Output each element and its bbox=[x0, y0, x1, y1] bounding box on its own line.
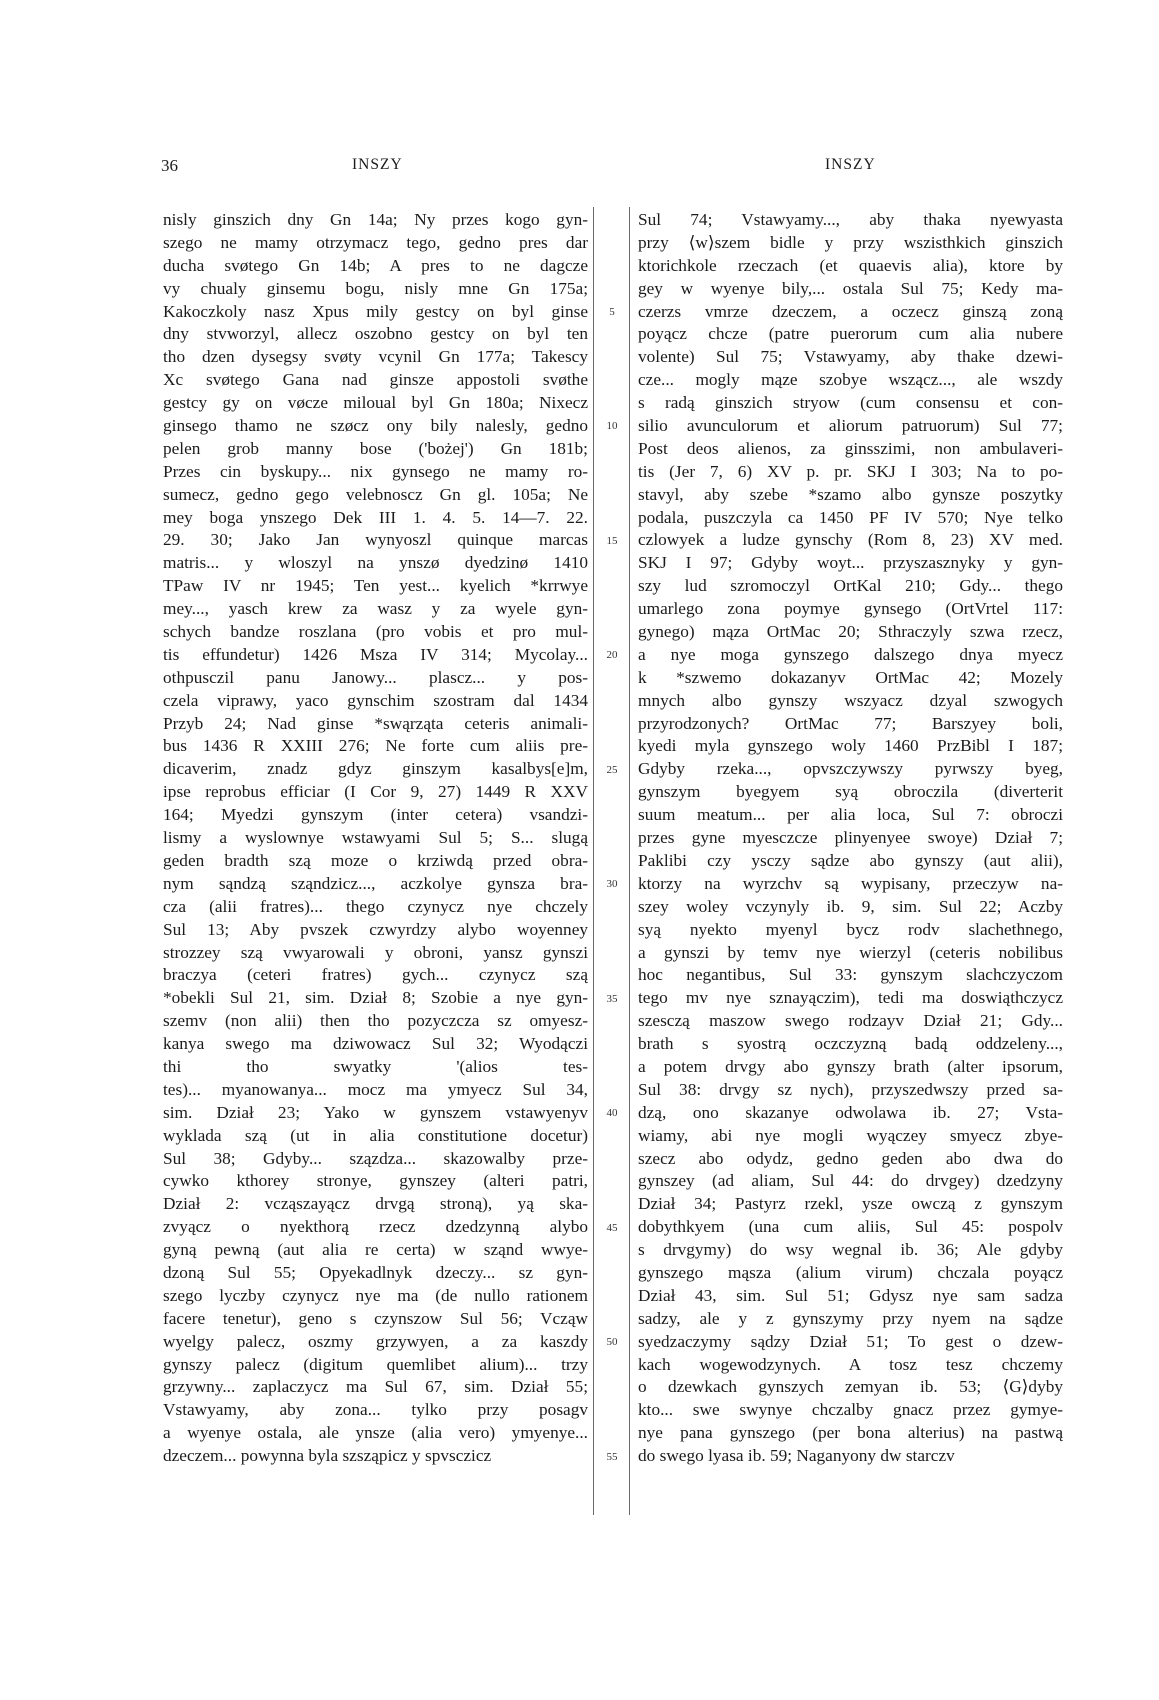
text-line: Sul 13; Aby pvszek czwyrdzy alybo woyenney bbox=[163, 919, 588, 939]
text-line: *obekli Sul 21, sim. Dział 8; Szobie a nye gyn- bbox=[163, 988, 588, 1008]
text-line: nym sąndzą sząndzicz..., aczkolye gynsza bra- bbox=[163, 873, 588, 893]
text-line: cza (alii fratres)... thego czynycz nye chczely bbox=[163, 896, 588, 916]
page-number: 36 bbox=[161, 156, 178, 175]
text-line: k *szwemo dokazanyv OrtMac 42; Mozely bbox=[638, 667, 1063, 687]
text-line: Kakoczkoly nasz Xpus mily gestcy on byl ginse bbox=[163, 301, 588, 321]
text-line: volente) Sul 75; Vstawyamy, aby thake dzewi- bbox=[638, 347, 1063, 367]
text-line: thi tho swyatky '(alios tes- bbox=[163, 1056, 588, 1076]
left-text-column bbox=[163, 209, 588, 1468]
text-line: dicaverim, znadz gdyz ginszym kasalbys[e]m, bbox=[163, 759, 588, 779]
text-line: wyklada szą (ut in alia constitutione docetur) bbox=[163, 1125, 588, 1145]
line-number: 30 bbox=[606, 878, 618, 891]
line-number: 5 bbox=[609, 305, 615, 318]
text-line: pelen grob manny bose ('bożej') Gn 181b; bbox=[163, 438, 588, 458]
text-line: kach wogewodzynych. A tosz tesz chczemy bbox=[638, 1354, 1063, 1374]
text-line: 29. 30; Jako Jan wynyoszl quinque marcas bbox=[163, 530, 588, 550]
text-line: bus 1436 R XXIII 276; Ne forte cum aliis pre- bbox=[163, 736, 588, 756]
text-line: szy lud szromoczyl OrtKal 210; Gdy... thego bbox=[638, 576, 1063, 596]
page-header bbox=[0, 156, 1159, 180]
text-line: sumecz, gedno gego velebnoscz Gn gl. 105a; Ne bbox=[163, 484, 588, 504]
text-line: do swego lyasa ib. 59; Naganyony dw starczv bbox=[638, 1446, 955, 1466]
text-line: geden bradth szą moze o krziwdą przed obra- bbox=[163, 850, 588, 870]
text-line: s drvgymy) do wsy wegnal ib. 36; Ale gdyby bbox=[638, 1240, 1063, 1260]
text-line: gynszego mąsza (alium virum) chczala poyącz bbox=[638, 1262, 1063, 1282]
text-line: tis (Jer 7, 6) XV p. pr. SKJ I 303; Na to po- bbox=[638, 461, 1063, 481]
text-line: gynszym byegyem syą obroczila (diverterit bbox=[638, 782, 1063, 802]
line-number: 15 bbox=[606, 534, 618, 547]
text-line: lismy a wyslownye wstawyami Sul 5; S... slugą bbox=[163, 828, 588, 848]
text-line: 164; Myedzi gynszym (inter cetera) vsandzi- bbox=[163, 805, 588, 825]
text-line: gey w wyenye bily,... ostala Sul 75; Kedy ma- bbox=[638, 278, 1063, 298]
text-line: cze... mogly mąze szobye wsząсz..., ale wszdy bbox=[638, 370, 1063, 390]
text-line: dobythkyem (una cum aliis, Sul 45: pospolv bbox=[638, 1217, 1063, 1237]
text-line: Gdyby rzeka..., opvszczywszy pyrwszy byeg, bbox=[638, 759, 1063, 779]
text-line: gynszey (ad aliam, Sul 44: do drvgey) dzedzyny bbox=[638, 1171, 1063, 1191]
text-line: suum meatum... per alia loca, Sul 7: obroczi bbox=[638, 805, 1063, 825]
text-line: dzeczem... powynna byla szsząpicz y spvsczicz bbox=[163, 1446, 492, 1466]
text-line: wyelgy palecz, oszmy grzywyen, a za kaszdy bbox=[163, 1331, 588, 1351]
line-number: 20 bbox=[606, 649, 618, 662]
text-line: przyrodzonych? OrtMac 77; Barszyey boli, bbox=[638, 713, 1063, 733]
text-line: czlowyek a ludze gynschy (Rom 8, 23) XV med. bbox=[638, 530, 1063, 550]
text-line: nye pana gynszego (per bona alterius) na pastwą bbox=[638, 1423, 1063, 1443]
column-rule-left bbox=[593, 207, 594, 1515]
text-line: Dział 43, sim. Sul 51; Gdysz nye sam sadza bbox=[638, 1285, 1063, 1305]
right-running-title: INSZY bbox=[825, 156, 876, 173]
text-line: tego mv nye sznayączim), tedi ma doswiąthczycz bbox=[638, 988, 1063, 1008]
text-line: podala, puszczyla ca 1450 PF IV 570; Nye telko bbox=[638, 507, 1063, 527]
text-line: poyącz chcze (patre puerorum cum alia nubere bbox=[638, 324, 1063, 344]
text-line: schych bandze roszlana (pro vobis et pro mul- bbox=[163, 622, 588, 642]
line-number: 25 bbox=[606, 763, 618, 776]
text-line: a wyenye ostala, ale ynsze (alia vero) ymyenye... bbox=[163, 1423, 588, 1443]
text-line: facere tenetur), geno s czynszow Sul 56; Vcząw bbox=[163, 1308, 588, 1328]
text-line: Dział 2: vcząszayącz drvgą stroną), yą ska- bbox=[163, 1194, 588, 1214]
text-line: dzą, ono skazanye odwolawa ib. 27; Vsta- bbox=[638, 1102, 1063, 1122]
text-line: grzywny... zaplaczycz ma Sul 67, sim. Dział 55; bbox=[163, 1377, 588, 1397]
text-line: przy ⟨w⟩szem bidle y przy wszisthkich ginszich bbox=[638, 232, 1063, 252]
text-line: ginsego thamo ne szøcz ony bily nalesly, gedno bbox=[163, 416, 588, 436]
text-line: zvyącz o nyekthorą rzecz dzedzynną alybo bbox=[163, 1217, 588, 1237]
text-line: strozzey szą vwyarowali y obroni, yansz gynszi bbox=[163, 942, 588, 962]
text-line: wiamy, abi nye mogli wyączey smyecz zbye- bbox=[638, 1125, 1063, 1145]
text-line: gyną pewną (aut alia re certa) w sząnd wwye- bbox=[163, 1240, 588, 1260]
text-line: gestcy gy on vøcze miloual byl Gn 180a; Nixecz bbox=[163, 393, 588, 413]
text-line: szecz abo odydz, gedno geden abo dwa do bbox=[638, 1148, 1063, 1168]
text-line: syą nyekto myenyl bycz rodv slachethnego, bbox=[638, 919, 1063, 939]
text-line: mey..., yasch krew za wasz y za wyele gyn- bbox=[163, 599, 588, 619]
text-line: szego ne mamy otrzymacz tego, gedno pres dar bbox=[163, 232, 588, 252]
text-line: kanya swego ma dziwowacz Sul 32; Wyodączi bbox=[163, 1034, 588, 1054]
text-line: ktorzy na wyrzchv są wypisany, przeczyw na- bbox=[638, 873, 1063, 893]
text-line: dny stvworzyl, allecz oszobno gestcy on byl ten bbox=[163, 324, 588, 344]
line-number: 45 bbox=[606, 1221, 618, 1234]
text-line: czerzs vmrze dzeczem, a oczecz ginszą zoną bbox=[638, 301, 1063, 321]
text-line: silio avunculorum et aliorum patruorum) Sul 77; bbox=[638, 416, 1063, 436]
text-line: tes)... myanowanya... mocz ma ymyecz Sul 34, bbox=[163, 1079, 588, 1099]
text-line: mnych albo gynszy wszyacz dzyal szwogych bbox=[638, 690, 1063, 710]
text-line: tis effundetur) 1426 Msza IV 314; Mycolay... bbox=[163, 644, 588, 664]
text-line: Paklibi czy ysczy sądze abo gynszy (aut alii), bbox=[638, 850, 1063, 870]
text-line: Sul 38; Gdyby... szązdza... skazowalby prze- bbox=[163, 1148, 588, 1168]
text-line: czela viprawy, yaco gynschim szostram dal 1434 bbox=[163, 690, 588, 710]
text-line: Xc svøtego Gana nad ginsze appostoli svøthe bbox=[163, 370, 588, 390]
text-line: a potem drvgy abo gynszy brath (alter ipsorum, bbox=[638, 1056, 1063, 1076]
text-line: a gynszi by temv nye wierzyl (ceteris nobilibus bbox=[638, 942, 1063, 962]
text-line: ipse reprobus efficiar (I Cor 9, 27) 1449 R XXV bbox=[163, 782, 588, 802]
line-number: 10 bbox=[606, 420, 618, 433]
text-line: matris... y wloszyl na ynszø dyedzinø 1410 bbox=[163, 553, 588, 573]
text-line: dzoną Sul 55; Opyekadlnyk dzeczy... sz gyn- bbox=[163, 1262, 588, 1282]
column-rule-right bbox=[629, 207, 630, 1515]
text-line: kto... swe swynye chczalby gnacz przez gymye- bbox=[638, 1400, 1063, 1420]
text-line: Post deos alienos, za ginsszimi, non ambulaveri- bbox=[638, 438, 1063, 458]
text-line: gynszy palecz (digitum quemlibet alium)... trzy bbox=[163, 1354, 588, 1374]
text-line: Przes cin byskupy... nix gynsego ne mamy ro- bbox=[163, 461, 588, 481]
right-text-column bbox=[638, 209, 1063, 1468]
text-line: SKJ I 97; Gdyby woyt... przyszasznyky y gyn- bbox=[638, 553, 1063, 573]
text-line: umarlego zona poymye gynsego (OrtVrtel 117: bbox=[638, 599, 1063, 619]
text-line: Dział 34; Pastyrz rzekl, ysze owczą z gynszym bbox=[638, 1194, 1063, 1214]
left-running-title: INSZY bbox=[352, 156, 403, 173]
text-line: sim. Dział 23; Yako w gynszem vstawyenyv bbox=[163, 1102, 588, 1122]
text-line: szesczą maszow swego rodzayv Dział 21; Gdy... bbox=[638, 1011, 1063, 1031]
text-line: cywko kthorey stronye, gynszey (alteri patri, bbox=[163, 1171, 588, 1191]
text-line: tho dzen dysegsy svøty vcynil Gn 177a; Takescy bbox=[163, 347, 588, 367]
line-number: 50 bbox=[606, 1336, 618, 1349]
text-line: Przyb 24; Nad ginse *swąrząta ceteris animali- bbox=[163, 713, 588, 733]
text-line: mey boga ynszego Dek III 1. 4. 5. 14—7. 22. bbox=[163, 507, 588, 527]
text-line: hoc negantibus, Sul 33: gynszym slachczyczom bbox=[638, 965, 1063, 985]
text-line: syedzaczymy sądzy Dział 51; To gest o dzew- bbox=[638, 1331, 1063, 1351]
text-line: brath s syostrą oczczyzną badą oddzeleny..., bbox=[638, 1034, 1063, 1054]
line-number: 35 bbox=[606, 992, 618, 1005]
text-line: przes gyne myesczcze plinyenyee swoye) Dział 7; bbox=[638, 828, 1063, 848]
text-line: ktorichkole rzeczach (et quaevis alia), ktore by bbox=[638, 255, 1063, 275]
text-line: szego lyczby czynycz nye ma (de nullo rationem bbox=[163, 1285, 588, 1305]
line-number: 55 bbox=[606, 1450, 618, 1463]
text-line: szemv (non alii) then tho pozyczcza sz omyesz- bbox=[163, 1011, 588, 1031]
text-line: gynego) mąza OrtMac 20; Sthraczyly szwa rzecz, bbox=[638, 622, 1063, 642]
text-line: kyedi myla gynszego woly 1460 PrzBibl I 187; bbox=[638, 736, 1063, 756]
text-line: ducha svøtego Gn 14b; A pres to ne dagcze bbox=[163, 255, 588, 275]
text-line: s radą ginszich stryow (cum consensu et con- bbox=[638, 393, 1063, 413]
text-line: sadzy, ale y z gynszymy przy nyem na sądze bbox=[638, 1308, 1063, 1328]
text-line: a nye moga gynszego dalszego dnya myecz bbox=[638, 644, 1063, 664]
text-line: stavyl, aby szebe *szamo albo gynsze poszytky bbox=[638, 484, 1063, 504]
text-line: nisly ginszich dny Gn 14a; Ny przes kogo gyn- bbox=[163, 210, 588, 229]
text-line: othpusczil panu Janowy... plascz... y pos- bbox=[163, 667, 588, 687]
text-line: szey woley vczynyly ib. 9, sim. Sul 22; Aczby bbox=[638, 896, 1063, 916]
text-line: TPaw IV nr 1945; Ten yest... kyelich *krrwye bbox=[163, 576, 588, 596]
text-line: Vstawyamy, aby zona... tylko przy posagv bbox=[163, 1400, 588, 1420]
text-line: vy chualy ginsemu bogu, nisly mne Gn 175a; bbox=[163, 278, 588, 298]
text-line: Sul 38: drvgy sz nych), przyszedwszy przed sa- bbox=[638, 1079, 1063, 1099]
line-number: 40 bbox=[606, 1107, 618, 1120]
text-line: o dzewkach gynszych zemyan ib. 53; ⟨G⟩dyby bbox=[638, 1377, 1063, 1397]
text-line: braczya (ceteri fratres) gych... czynycz szą bbox=[163, 965, 588, 985]
text-line: Sul 74; Vstawyamy..., aby thaka nyewyasta bbox=[638, 210, 1063, 229]
